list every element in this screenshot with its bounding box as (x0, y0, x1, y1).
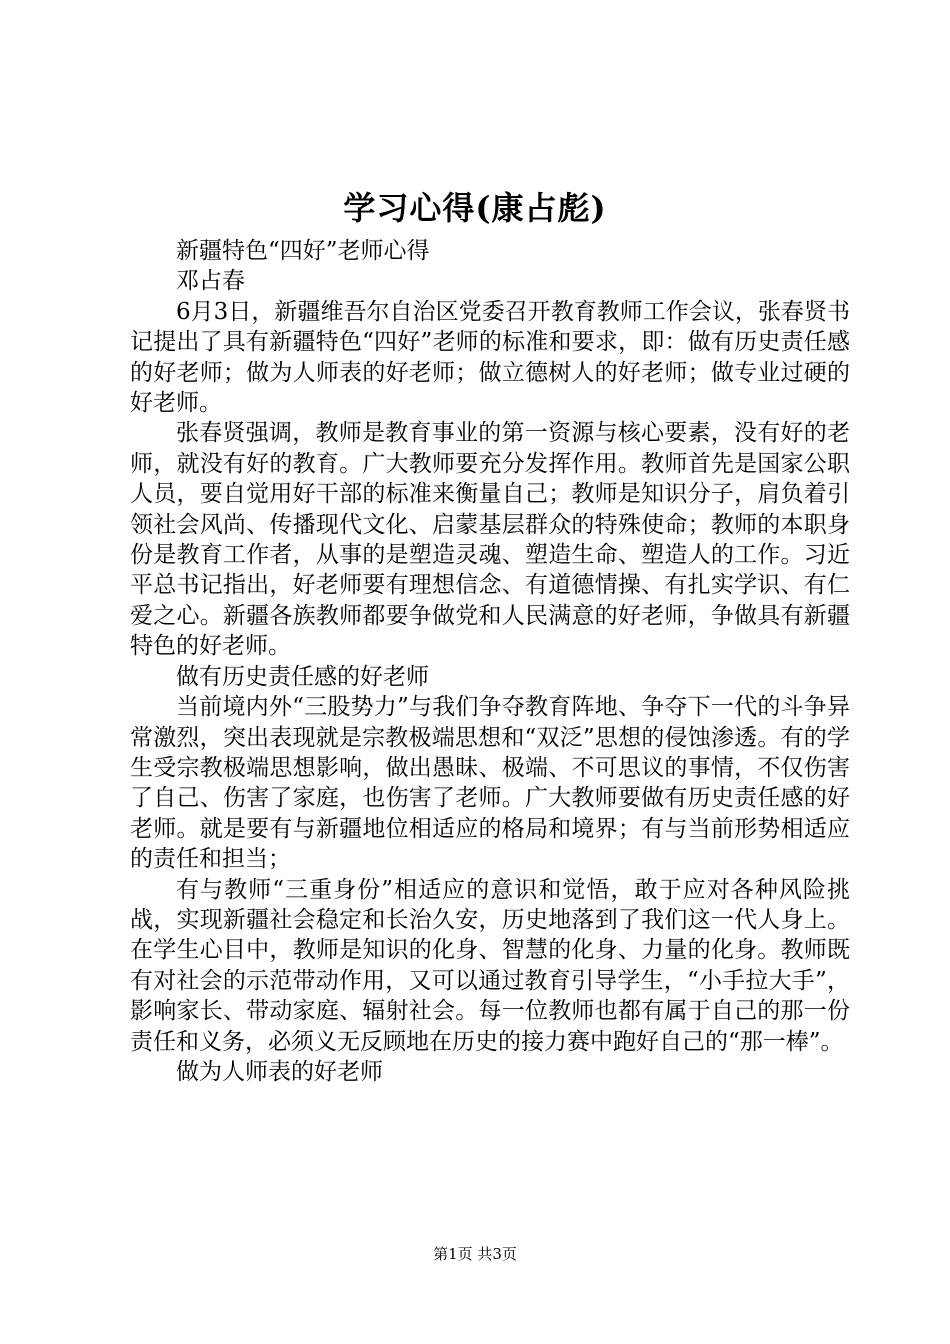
document-title: 学习心得(康占彪) (343, 189, 607, 227)
page-number: 第1页 共3页 (433, 1245, 517, 1263)
section-heading: 做为人师表的好老师 (176, 1058, 383, 1085)
body-paragraph: 有与教师“三重身份”相适应的意识和觉悟，敢于应对各种风险挑战，实现新疆社会稳定和长治久安，历史地落到了我们这一代人身上。在学生心目中，教师是知识的化身、智慧的化身、力量的化身。教师既有对社会的示范带动作用，又可以通过教育引导学生，“小手拉大手”，影响家长、带动家庭、辐射社会。每一位教师也都有属于自己的那一份责任和义务，必须义无反顾地在历史的接力赛中跑好自己的“那一棒”。 (130, 876, 850, 1055)
body-paragraph: 当前境内外“三股势力”与我们争夺教育阵地、争夺下一代的斗争异常激烈，突出表现就是宗教极端思想和“双泛”思想的侵蚀渗透。有的学生受宗教极端思想影响，做出愚昧、极端、不可思议的事情，不仅伤害了自己、伤害了家庭，也伤害了老师。广大教师要做有历史责任感的好老师。就是要有与新疆地位相适应的格局和境界；有与当前形势相适应的责任和担当； (130, 694, 850, 873)
body-paragraph: 6月3日，新疆维吾尔自治区党委召开教育教师工作会议，张春贤书记提出了具有新疆特色“四好”老师的标准和要求，即：做有历史责任感的好老师；做为人师表的好老师；做立德树人的好老师；做专业过硬的好老师。 (130, 298, 850, 417)
body-paragraph: 张春贤强调，教师是教育事业的第一资源与核心要素，没有好的老师，就没有好的教育。广大教师要充分发挥作用。教师首先是国家公职人员，要自觉用好干部的标准来衡量自己；教师是知识分子，肩负着引领社会风尚、传播现代文化、启蒙基层群众的特殊使命；教师的本职身份是教育工作者，从事的是塑造灵魂、塑造生命、塑造人的工作。习近平总书记指出，好老师要有理想信念、有道德情操、有扎实学识、有仁爱之心。新疆各族教师都要争做党和人民满意的好老师，争做具有新疆特色的好老师。 (130, 420, 850, 660)
document-body (130, 236, 850, 1087)
subtitle-paragraph: 新疆特色“四好”老师心得 (176, 238, 430, 264)
section-heading: 做有历史责任感的好老师 (176, 663, 429, 690)
author-paragraph: 邓占春 (176, 268, 245, 295)
